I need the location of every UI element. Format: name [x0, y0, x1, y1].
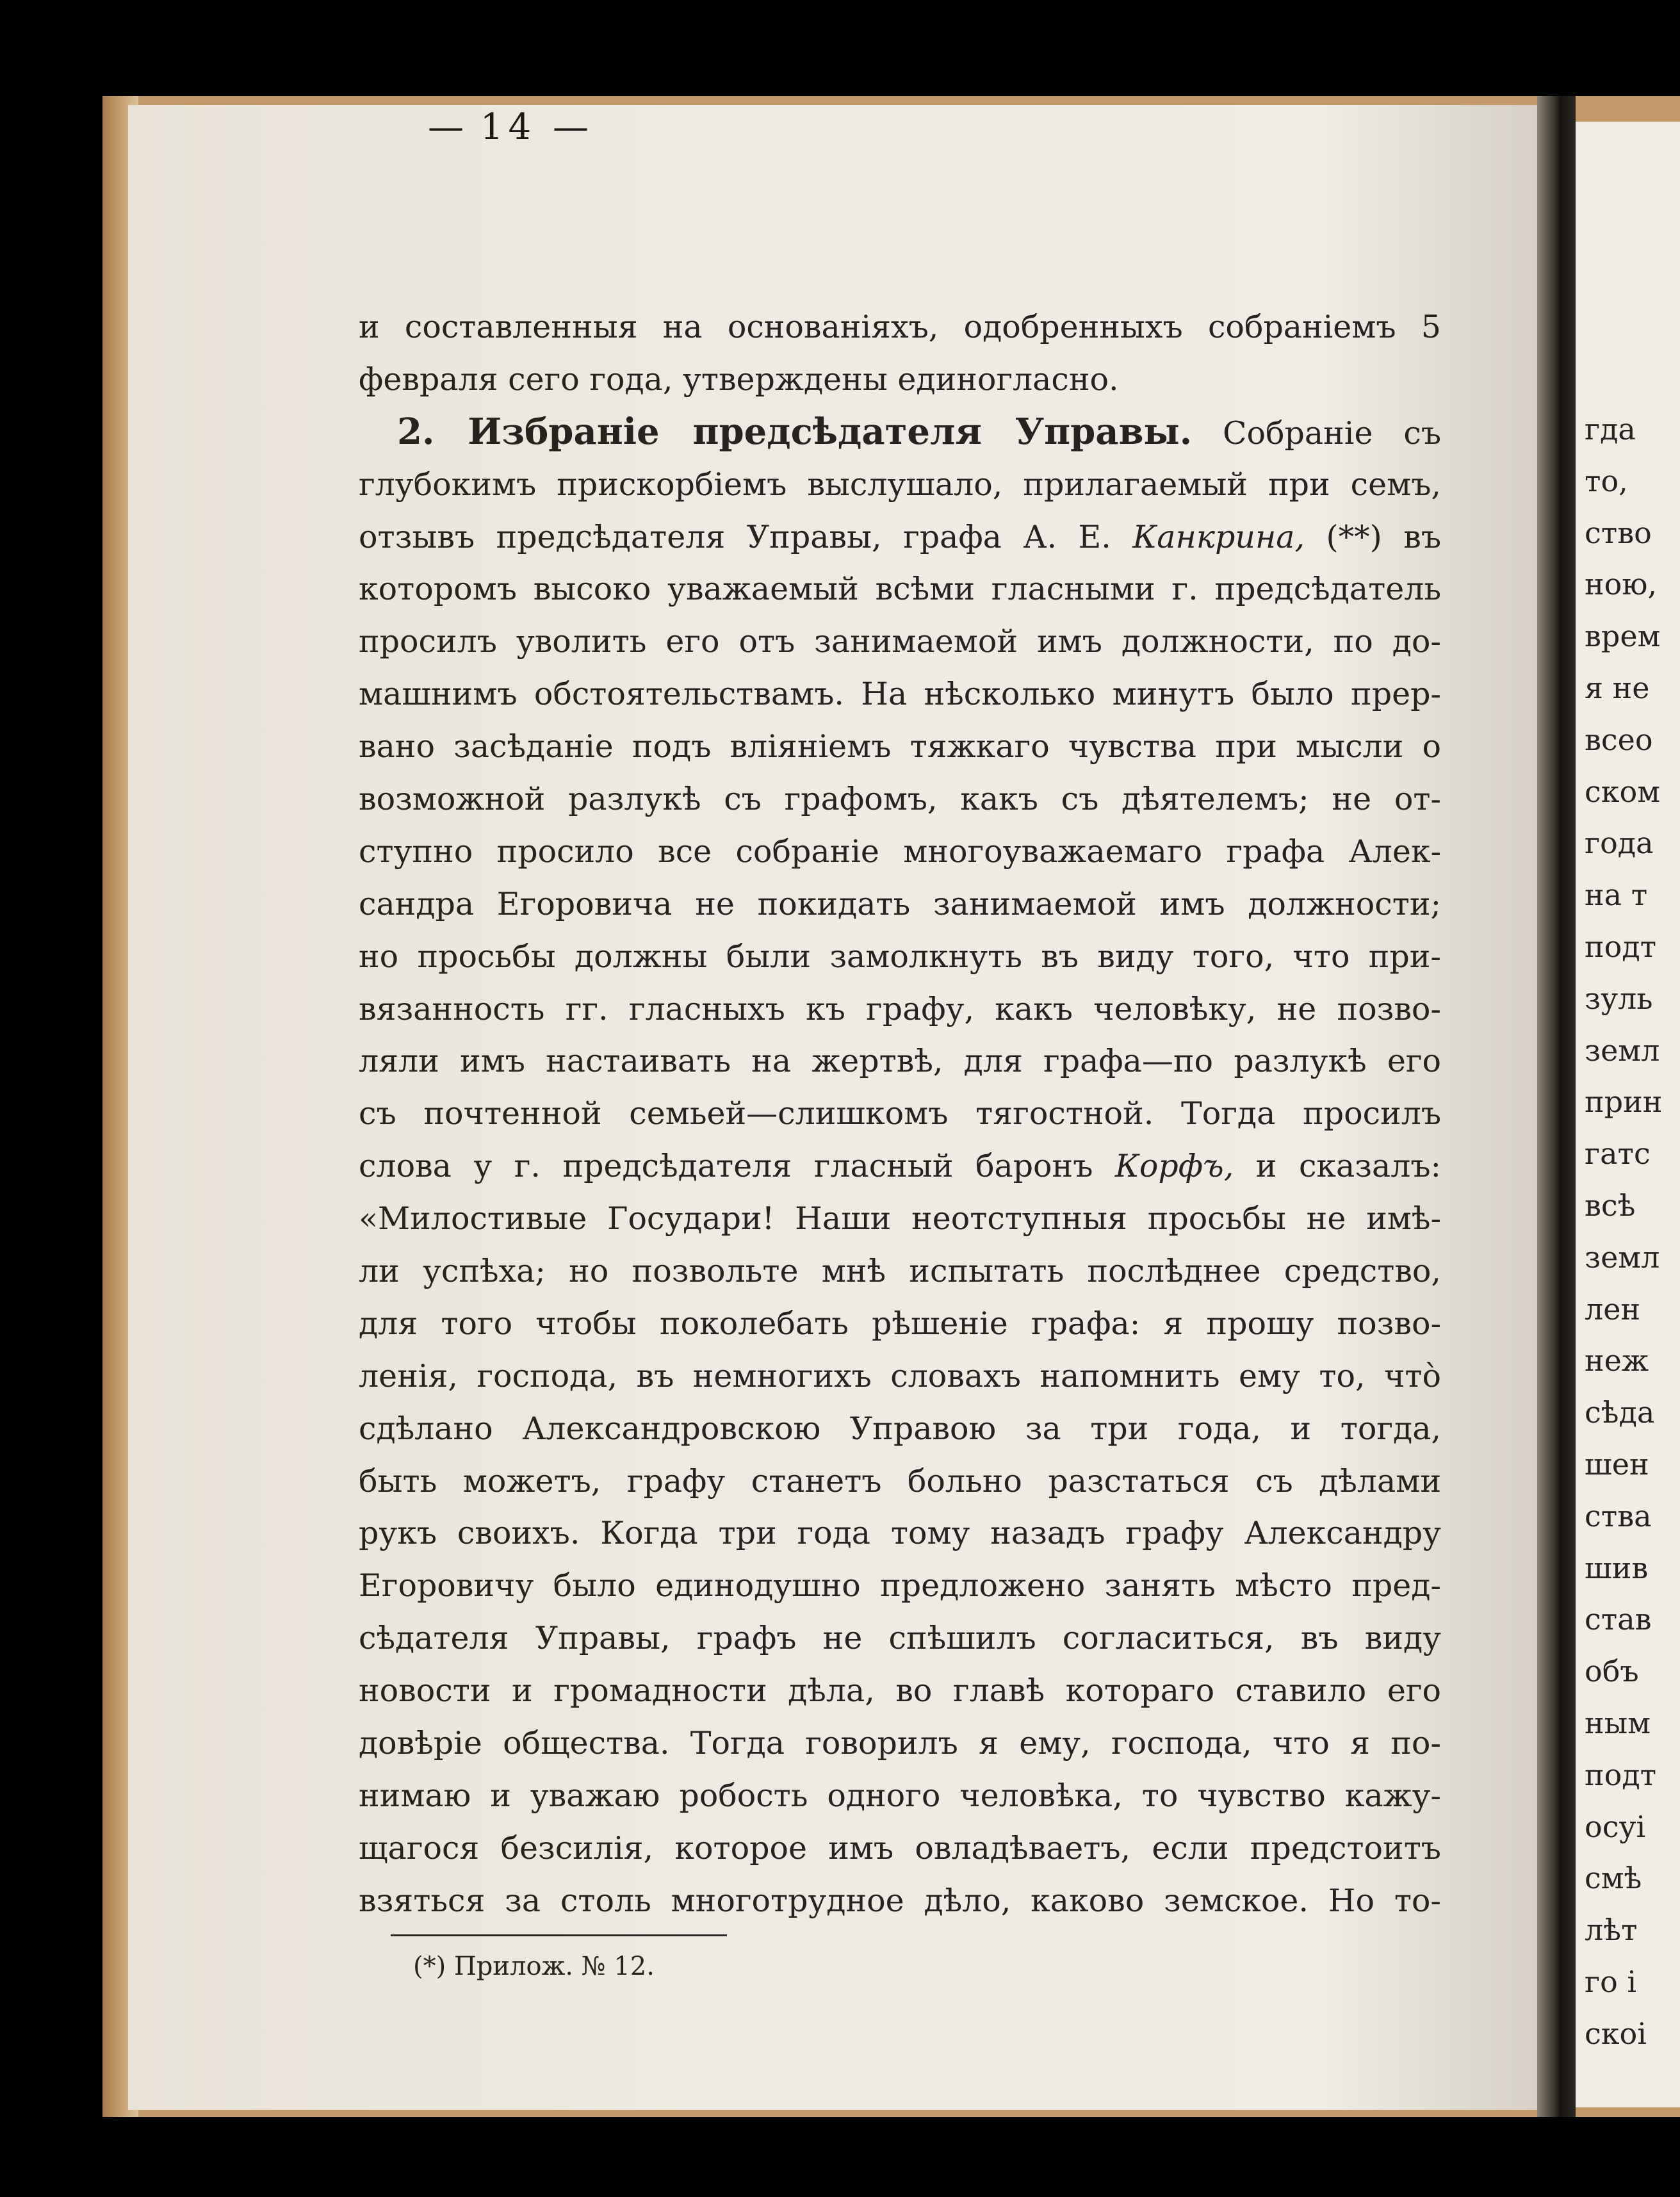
text-line [359, 511, 1441, 564]
line-text: и составленныя на основаніяхъ, одобренныхъ собраніемъ 5 [359, 309, 1441, 345]
line-text: просилъ уволить его отъ занимаемой имъ должности, по до- [359, 623, 1441, 660]
right-page-line: врем [1585, 619, 1661, 654]
right-page-line: ском [1585, 774, 1660, 809]
line-text: сѣдателя Управы, графъ не спѣшилъ согласиться, въ виду [359, 1620, 1441, 1657]
footnote-divider [391, 1934, 727, 1936]
text-line [359, 1507, 1441, 1560]
line-text: которомъ высоко уважаемый всѣми гласными г. предсѣдатель [359, 571, 1441, 608]
right-page-line: зуль [1585, 981, 1653, 1016]
line-text: для того чтобы поколебать рѣшеніе графа: я прошу позво- [359, 1305, 1441, 1342]
right-page-line: скоі [1585, 2016, 1647, 2051]
text-line [359, 406, 1441, 459]
page-number-dash-right: — [552, 106, 589, 148]
text-line [359, 1245, 1441, 1298]
right-page-line: го і [1585, 1964, 1637, 1999]
line-text: вязанность гг. гласныхъ къ графу, какъ человѣку, не позво- [359, 990, 1441, 1027]
right-page-line: то, [1585, 463, 1628, 498]
line-text: ляли имъ настаивать на жертвѣ, для графа—по разлукѣ его [359, 1043, 1441, 1080]
text-line [359, 1350, 1441, 1403]
line-text: новости и громадности дѣла, во главѣ котораго ставило его [359, 1672, 1441, 1710]
line-text: сдѣлано Александровскою Управою за три года, и тогда, [359, 1410, 1441, 1447]
text-line [359, 668, 1441, 721]
line-text: «Милостивые Государи! Наши неотступныя просьбы не имѣ- [359, 1200, 1441, 1237]
right-page-line: лен [1585, 1291, 1641, 1327]
line-text: но просьбы должны были замолкнуть въ виду того, что при- [359, 938, 1441, 975]
footnote: (*) Прилож. № 12. [413, 1952, 655, 1981]
right-page-line: смѣ [1585, 1861, 1642, 1896]
line-text: взяться за столь многотрудное дѣло, каково земское. Но то- [359, 1882, 1441, 1919]
line-text-after: (**) въ [1305, 518, 1441, 555]
text-line [359, 1403, 1441, 1455]
text-line [359, 931, 1441, 983]
text-line [359, 1665, 1441, 1717]
text-line [359, 1088, 1441, 1140]
text-line [359, 301, 1441, 354]
right-page-line: на т [1585, 878, 1648, 913]
line-text: отзывъ предсѣдателя Управы, графа А. Е. [359, 518, 1133, 555]
right-page-line: сѣда [1585, 1395, 1655, 1430]
line-text: съ почтенной семьей—слишкомъ тягостной. Тогда просилъ [359, 1095, 1441, 1132]
line-text: Собраніе съ [1192, 414, 1442, 452]
text-line [359, 459, 1441, 511]
line-text: сандра Егоровича не покидать занимаемой имъ должности; [359, 885, 1441, 922]
right-page-line: став [1585, 1602, 1652, 1637]
line-text: ли успѣха; но позвольте мнѣ испытать послѣднее средство, [359, 1253, 1441, 1290]
right-page-line: всео [1585, 722, 1653, 757]
text-line [359, 1770, 1441, 1822]
text-line [359, 826, 1441, 878]
right-page-line: шив [1585, 1550, 1649, 1585]
right-page-line: неж [1585, 1343, 1649, 1378]
text-line [359, 983, 1441, 1036]
right-page-line: прин [1585, 1084, 1663, 1120]
italic-name: Корфъ, [1114, 1148, 1234, 1185]
line-text: щагося безсилія, которое имъ овладѣваетъ, если предстоитъ [359, 1829, 1441, 1866]
right-page-line: гда [1585, 412, 1636, 446]
text-line [359, 1612, 1441, 1665]
right-page-line: всѣ [1585, 1188, 1636, 1223]
line-text: машнимъ обстоятельствамъ. На нѣсколько минутъ было прер- [359, 676, 1441, 713]
text-line [359, 563, 1441, 616]
line-text: нимаю и уважаю робость одного человѣка, то чувство кажу- [359, 1777, 1441, 1814]
right-page-line: ства [1585, 1498, 1652, 1533]
line-text: слова у г. предсѣдателя гласный баронъ [359, 1148, 1115, 1185]
right-page-line: осуі [1585, 1809, 1646, 1844]
line-text-after: и сказалъ: [1234, 1148, 1442, 1185]
right-page-line: лѣт [1585, 1913, 1638, 1948]
page-number-dash-left: — [428, 106, 464, 148]
text-line [359, 1875, 1441, 1927]
page-number-value: 14 [480, 106, 537, 148]
right-page [1576, 122, 1680, 2107]
line-text: возможной разлукѣ съ графомъ, какъ съ дѣятелемъ; не от- [359, 781, 1441, 818]
line-text: февраля сего года, утверждены единогласно. [359, 361, 1119, 398]
line-text: глубокимъ прискорбіемъ выслушало, прилагаемый при семъ, [359, 466, 1441, 503]
page-gutter [1537, 96, 1576, 2117]
text-line [359, 1193, 1441, 1245]
page-number [0, 106, 1016, 148]
text-line [359, 1298, 1441, 1350]
text-line [359, 878, 1441, 931]
text-line [359, 1035, 1441, 1088]
line-text: Егоровичу было единодушно предложено занять мѣсто пред- [359, 1567, 1441, 1605]
line-text: быть можетъ, графу станетъ больно разстаться съ дѣлами [359, 1462, 1441, 1499]
text-line [359, 1140, 1441, 1193]
right-page-line: объ [1585, 1654, 1639, 1689]
line-text: ступно просило все собраніе многоуважаемаго графа Алек- [359, 833, 1441, 870]
text-line [359, 1822, 1441, 1875]
italic-name: Канкрина, [1132, 518, 1305, 555]
text-line [359, 1455, 1441, 1508]
right-page-line: года [1585, 826, 1654, 861]
right-page-line: ство [1585, 515, 1652, 550]
line-text: ленія, господа, въ немногихъ словахъ напомнить ему то, что̀ [359, 1357, 1441, 1394]
right-page-line: земл [1585, 1239, 1660, 1275]
right-page-line: подт [1585, 1757, 1657, 1792]
right-page-line: ною, [1585, 567, 1658, 602]
text-line [359, 773, 1441, 826]
line-text: вано засѣданіе подъ вліяніемъ тяжкаго чувства при мысли о [359, 728, 1441, 765]
body-text [359, 301, 1441, 1927]
text-line [359, 1560, 1441, 1612]
right-page-line: земл [1585, 1033, 1660, 1068]
right-page-line: ным [1585, 1705, 1651, 1740]
right-page-line: я не [1585, 670, 1650, 705]
right-page-line: гатс [1585, 1136, 1651, 1172]
text-line [359, 721, 1441, 773]
text-line [359, 354, 1441, 406]
text-line [359, 616, 1441, 668]
right-page-line: подт [1585, 929, 1657, 964]
right-page-line: шен [1585, 1446, 1649, 1482]
section-heading: 2. Избраніе предсѣдателя Управы. [397, 410, 1193, 453]
text-line [359, 1717, 1441, 1770]
line-text: рукъ своихъ. Когда три года тому назадъ графу Александру [359, 1515, 1441, 1552]
right-page-text [1585, 404, 1680, 2060]
line-text: довѣріе общества. Тогда говорилъ я ему, господа, что я по- [359, 1725, 1441, 1762]
